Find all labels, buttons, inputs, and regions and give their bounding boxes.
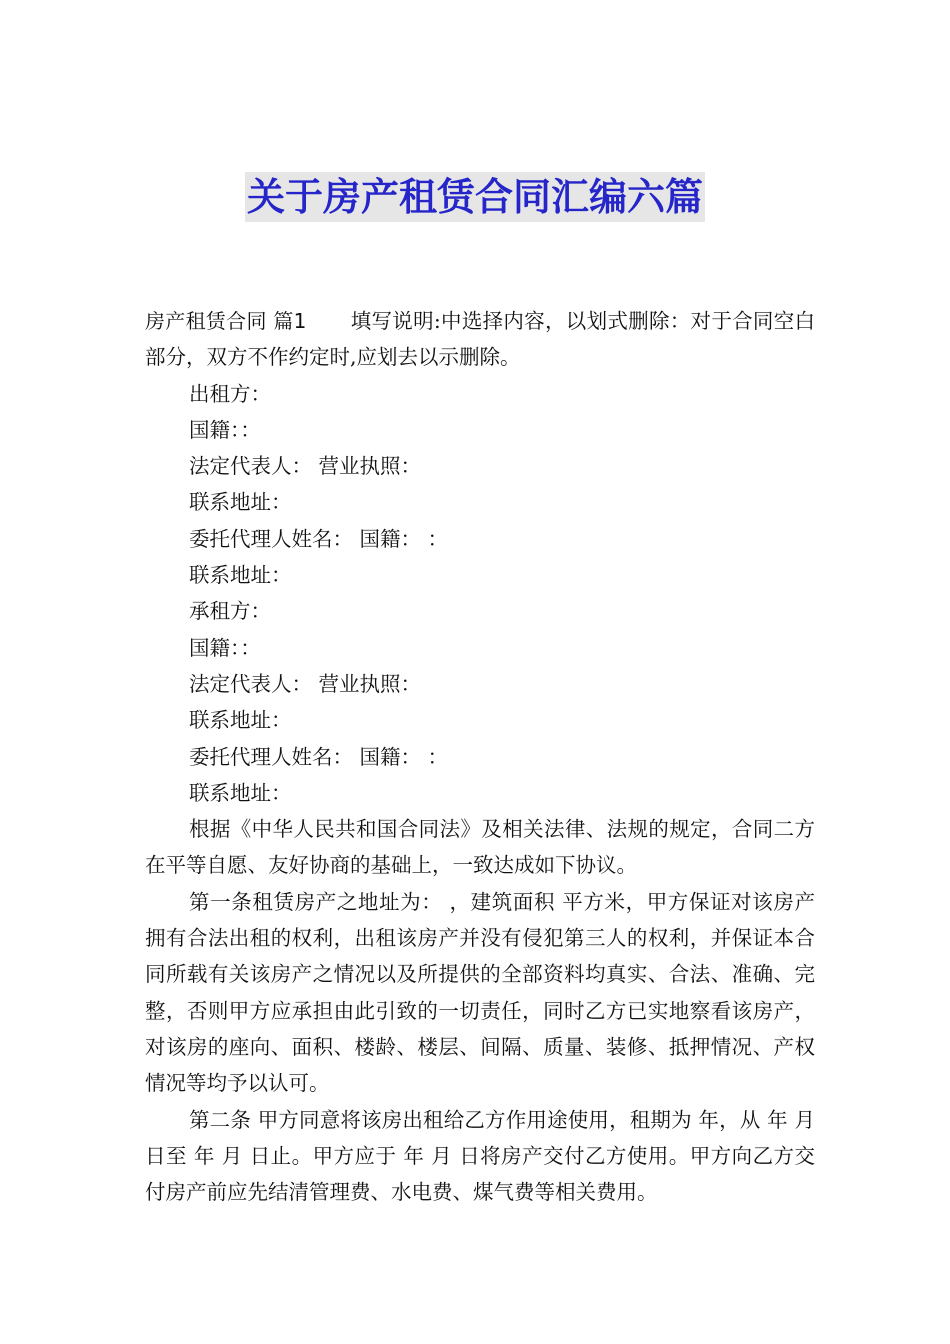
section-label: 房产租赁合同 篇1 <box>145 309 307 333</box>
document-title: 关于房产租赁合同汇编六篇 <box>245 172 705 222</box>
body-paragraph: 第一条租赁房产之地址为： ，建筑面积 平方米，甲方保证对该房产拥有合法出租的权利，出租该房产并没有侵犯第三人的权利，并保证本合同所载有关该房产之情况以及所提供的全部资料均真实、合法、准确、完整，否则甲方应承担由此引致的一切责任，同时乙方已实地察看该房产，对该房的座向、面积、楼龄、楼层、间隔、质量、装修、抵押情况、产权情况等均予以认可。 <box>145 889 815 1096</box>
party-line: 国籍：： <box>189 417 261 442</box>
party-line: 联系地址： <box>189 490 292 515</box>
party-line: 国籍：： <box>189 635 261 660</box>
title-container <box>0 172 950 222</box>
party-line: 联系地址： <box>189 563 292 588</box>
party-line: 委托代理人姓名： 国籍： ： <box>189 526 449 551</box>
party-line: 委托代理人姓名： 国籍： ： <box>189 744 449 769</box>
party-line: 联系地址： <box>189 780 292 805</box>
intro-paragraph <box>145 303 815 376</box>
body-paragraph: 根据《中华人民共和国合同法》及相关法律、法规的规定，合同二方在平等自愿、友好协商的基础上，一致达成如下协议。 <box>145 817 815 878</box>
intro-text: 填写说明:中选择内容，以划式删除：对于合同空白部分，双方不作约定时,应划去以示删除。 <box>145 309 815 370</box>
body-paragraph: 第二条 甲方同意将该房出租给乙方作用途使用，租期为 年，从 年 月 日至 年 月 日止。甲方应于 年 月 日将房产交付乙方使用。甲方向乙方交付房产前应先结清管理费、水电费、煤气费等相关费用。 <box>145 1107 815 1205</box>
party-line: 法定代表人： 营业执照： <box>189 671 422 696</box>
document-body <box>145 303 815 1210</box>
party-line: 法定代表人： 营业执照： <box>189 454 422 479</box>
party-line: 承租方： <box>189 599 271 624</box>
party-line: 联系地址： <box>189 708 292 733</box>
party-line: 出租方： <box>189 381 271 406</box>
